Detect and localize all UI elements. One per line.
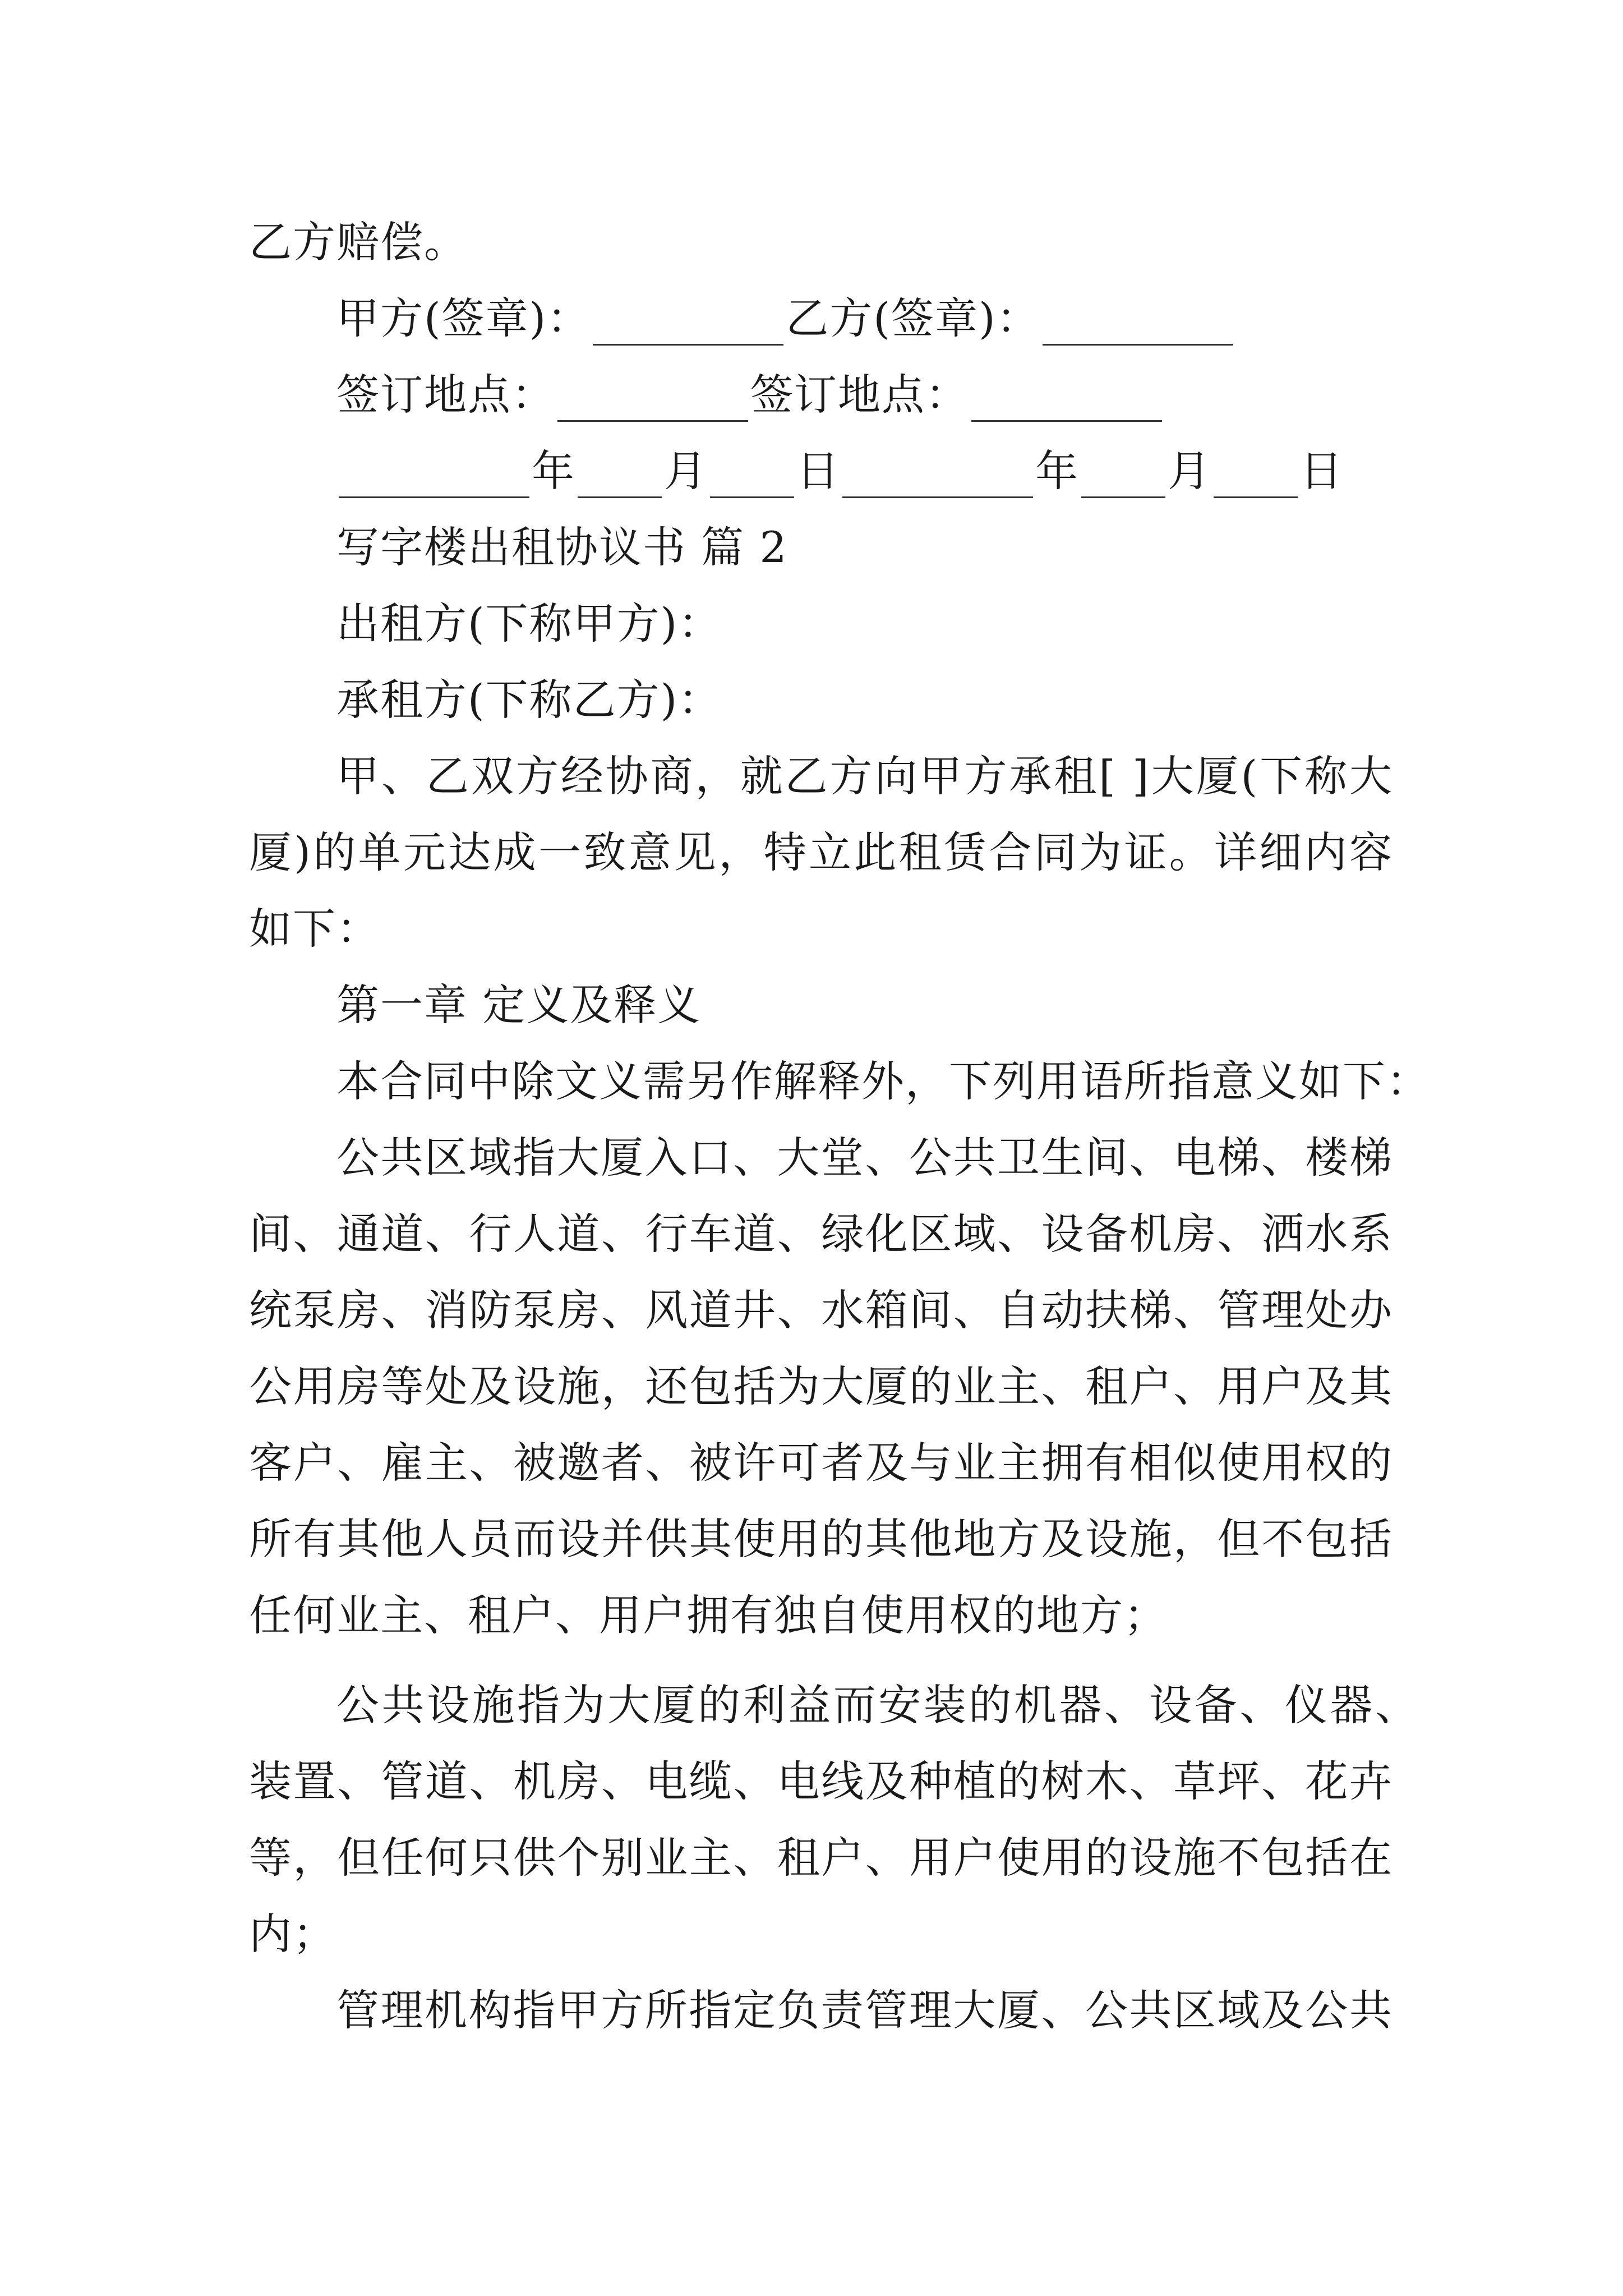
party-b-day-blank[interactable] <box>1214 455 1298 498</box>
lessor-line: 出租方(下称甲方)： <box>336 599 722 648</box>
party-a-month-blank[interactable] <box>578 455 662 498</box>
paragraph-line: 厦)的单元达成一致意见，特立此租赁合同为证。详细内容 <box>249 827 1393 877</box>
party-b-place-label: 签订地点： <box>750 370 969 420</box>
section-heading: 写字楼出租协议书 篇 2 <box>336 522 788 572</box>
paragraph-line: 如下： <box>249 904 380 954</box>
year-label: 年 <box>532 446 575 496</box>
signing-place-line <box>336 368 1481 422</box>
paragraph-line: 管理机构指甲方所指定负责管理大厦、公共区域及公共 <box>336 1985 1393 2035</box>
year-label: 年 <box>1035 446 1079 496</box>
party-a-place-label: 签订地点： <box>336 370 555 420</box>
chapter-heading: 第一章 定义及释义 <box>336 980 702 1030</box>
paragraph-line: 甲、乙双方经协商，就乙方向甲方承租[ ]大厦(下称大 <box>336 751 1393 801</box>
party-b-year-blank[interactable] <box>842 455 1033 498</box>
party-a-year-blank[interactable] <box>339 455 529 498</box>
party-b-month-blank[interactable] <box>1081 455 1165 498</box>
party-a-signature-blank[interactable] <box>593 302 783 346</box>
month-label: 月 <box>1168 446 1211 496</box>
paragraph-line: 客户、雇主、被邀者、被许可者及与业主拥有相似使用权的 <box>249 1438 1393 1488</box>
party-a-day-blank[interactable] <box>710 455 794 498</box>
party-b-place-blank[interactable] <box>971 379 1162 422</box>
paragraph-line: 间、通道、行人道、行车道、绿化区域、设备机房、洒水系 <box>249 1209 1393 1259</box>
signature-line <box>336 292 1481 346</box>
text-line: 乙方赔偿。 <box>249 217 468 267</box>
month-label: 月 <box>664 446 708 496</box>
paragraph-line: 任何业主、租户、用户拥有独自使用权的地方； <box>249 1590 1168 1640</box>
paragraph-line: 装置、管道、机房、电缆、电线及种植的树木、草坪、花卉 <box>249 1756 1393 1806</box>
date-line <box>336 444 1481 498</box>
paragraph-line: 公共区域指大厦入口、大堂、公共卫生间、电梯、楼梯 <box>336 1133 1393 1182</box>
paragraph-line: 统泵房、消防泵房、风道井、水箱间、自动扶梯、管理处办 <box>249 1285 1393 1335</box>
day-label: 日 <box>1300 446 1344 496</box>
paragraph-line: 内； <box>249 1909 336 1959</box>
lessee-line: 承租方(下称乙方)： <box>336 675 722 725</box>
party-a-signature-label: 甲方(签章)： <box>336 293 591 343</box>
party-b-signature-blank[interactable] <box>1043 302 1233 346</box>
day-label: 日 <box>796 446 840 496</box>
paragraph-line: 公用房等处及设施，还包括为大厦的业主、租户、用户及其 <box>249 1361 1393 1411</box>
party-b-signature-label: 乙方(签章)： <box>786 293 1040 343</box>
paragraph-line: 所有其他人员而设并供其使用的其他地方及设施，但不包括 <box>249 1514 1393 1564</box>
paragraph-line: 本合同中除文义需另作解释外，下列用语所指意义如下： <box>336 1056 1430 1106</box>
party-a-place-blank[interactable] <box>557 379 748 422</box>
paragraph-line: 公共设施指为大厦的利益而安装的机器、设备、仪器、 <box>336 1680 1419 1730</box>
paragraph-line: 等，但任何只供个别业主、租户、用户使用的设施不包括在 <box>249 1833 1393 1883</box>
